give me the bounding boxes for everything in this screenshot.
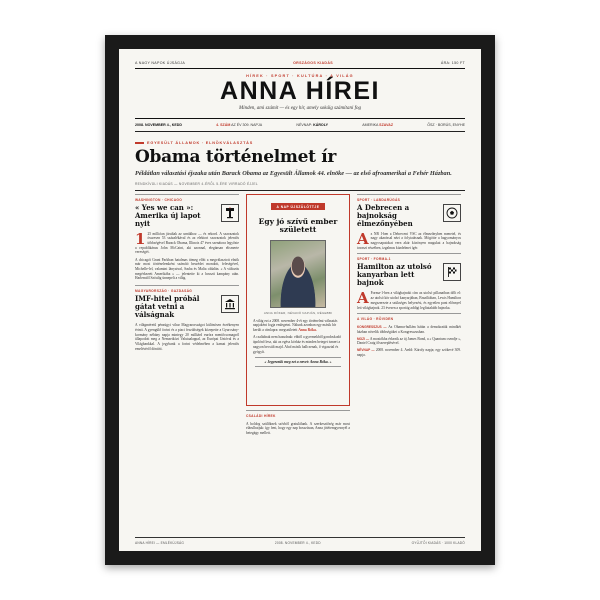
checkered-flag-icon [443,263,461,281]
story-head [357,204,461,228]
dropcap: 1 [135,229,146,248]
feature-title: Egy jó szívű ember született [258,216,338,235]
kicker-bar [135,142,144,143]
story-label: MAGYARORSZÁG · GAZDASÁG [135,285,239,293]
bank-icon [221,295,239,313]
main-kicker: EGYESÜLT ÁLLAMOK · ELNÖKVÁLASZTÁS [135,141,465,145]
story-head [135,295,239,319]
main-lede: Példátlan választási éjszaka után Barack Obama az Egyesült Államok 44. elnöke — az első afroamerikai a Fehér Házban. [135,170,452,177]
family-label: CSALÁDI HÍREK [246,410,350,418]
lectern-icon [221,204,239,222]
footer-center: 2008. NOVEMBER 4., KEDD [274,541,321,545]
column-center [246,194,350,436]
newspaper-page [119,49,481,551]
story-title: « Yes we can »: Amerika új lapot nyit [135,202,201,228]
price-label: ÁRA: 150 FT [440,61,465,65]
main-byline: RENDKÍVÜLI KIADÁS — NOVEMBER 4-ÉRŐL 5-ÉRE VIRRADÓ ÉJJEL [135,181,259,186]
story-body: 1 25 millióan járultak az urnákhoz — és rekord. A szavazatok összesen 53 százalékával és az elektori szavazatok jelentős többségével Barack Obama, Illinois 47 éves szenátora legyőzte a republikánus John McCaint, aki azonnal, elegánsan elismerte vereségét. A chicagói Grant Parkban hatalmas tömeg előtt a megválasztott elnök már most történelemként számító beszédet mondott, feleségével, Michelle-lel, valamint lányaival, Sasha és Malia oldalán. « A változás megérkezett Amerikába » — jelentette ki a hosszú kampány után. Harlemtől Szöulig ünnepelt a világ. [135,229,239,281]
main-rule [135,190,465,191]
briefs-label: A VILÁG · RÖVIDEN [357,313,461,321]
info-rule-bottom [135,131,465,132]
feature-body: A világ ezt a 2008. november 4-ét egy történelmi választás napjaként fogja emlegetni. Nálunk azonban egy másik hír került a címlapra: megszületett Anna Róka. A családnak nem hazudnak: ebből a gyermekből gondoskodó ápolónő lesz, aki az egész kórház és minden beteget ismert a nagyon becsült majd. Ahol másik hallcsenak, ő vigasztal és gyógyít. [253,318,342,354]
info-rule-top [135,118,465,119]
nameday: NÉVNAP: KÁROLY [296,123,328,127]
top-left-text: A NAGY NAPOK ÚJSÁGJA [135,61,186,65]
portrait-photo [270,240,326,308]
briefs-list [357,325,461,357]
brief-item: MOZI — A moziókba érkezik az új James Bond, a « Quantum csendje », Daniel Craig főszereplésével. [357,336,462,346]
issue-date: 2008. NOVEMBER 4., KEDD [135,123,182,127]
masthead-title: ANNA HÍREI [220,77,380,105]
photo-caption: ANNA RÓKER, NÉVADÓ NAPJÁN, RÉGEBBI [263,310,333,315]
masthead-tagline: Minden, ami számít — és egy hír, amely sokáig számítani fog [239,106,361,111]
season: ŐSZ · BORÚS, ENYHE [427,123,465,127]
family-text: A boldog szülőknek szívből gratulálunk. A szerkesztőség már most elárulhatjuk: így fent, hogy egy nap bosszúsan, Anna jótétemgyesnyél a betegágy mellett. [246,421,350,435]
story-label: SPORT · FORMA-1 [357,253,461,261]
brief-item: NÉVNAP — 2008. november 4. Aedd: Károly napja; egy szökevé 309. napja. [357,348,461,357]
column-right [357,194,461,436]
dropcap: A [357,289,369,308]
story-body: A világméretű pénzügyi vihar Magyarországot különösen érzékenyen érinti. A gyengülő forint és a piaci feszültségek közepette a Gyurcsány-kormány néhány napja mintegy 20 milliárd euróra mentőcsomagról állapodott meg a Nemzetközi Valutaalappal, az Európai Unióval és a Világbankkal. A jegybank a forint védelmében a kamat jelentős emeléséről döntött. [135,323,239,351]
soccer-ball-icon [443,204,461,222]
story-body: Az NB I-ben a Debreceni VSC az élmezőnyben menetel, és nagy akarással nézi a folytatásnak. Mögötte a hagyományos nagycsapatokat vern akár közönyen magukat a bajnokság tavaszi részében, izgalmas küzdelmet ígér. [357,229,461,250]
dropcap: A [357,229,369,248]
article-columns [135,194,465,436]
footer-left: ANNA HÍREI — EMLÉKÚJSÁG [135,541,185,545]
column-left [135,194,239,436]
issue-number: 4. SZÁM AZ ÉV 309. NAPJA [216,123,263,127]
brief-item: KONGRESSZUS — Az Obama-hullám hátán a demokraták mindkét házban növelik többségüket a Kongresszusban. [357,325,461,334]
story-title: A Debrecen a bajnokság élmezőnyében [357,202,413,228]
story-label: SPORT · LABDARÚGÁS [357,194,461,202]
main-headline: Obama történelmet ír [135,147,337,167]
feature-quote: « Jegyezzük meg ezt a nevet: Anna Róka. » [255,357,341,367]
story-title: Hamilton az utolsó kanyarban lett bajnok [357,262,432,288]
feature-box [246,194,350,406]
page-footer [135,537,465,545]
top-rule [135,68,465,69]
story-label: WASHINGTON · CHICAGO [135,194,239,202]
info-bar [135,122,465,128]
story-title: IMF-hitel próbál gátat vetni a válságnak [135,294,200,320]
story-body: A Forma-1-ben a világbajnoki cím az utolsó pillanatban dőlt el: az utolsó kör utolsó kanyarjában, Brazíliában, Lewis Hamilton megszerezte a szükséges helyezést, és egyetlen pont előnnyel lett világbajnok. 23 évesen a sportág addigi legfiatalabb bajnoka. [357,289,461,310]
section-list: HÍREK · SPORT · KULTÚRA · A VILÁG [246,74,354,78]
feature-tag: A NAP ÚJSZÜLÖTTJE [271,203,326,210]
story-head [135,204,239,228]
weather: AMERIKA SZAVAZ [362,123,394,127]
edition-label: ORSZÁGOS KIADÁS [293,61,333,65]
top-strip [135,61,465,65]
story-head [357,263,461,287]
footer-right: GYŰJTŐI KIADÁS · 1000 KLADÓ [411,541,465,545]
picture-frame [105,35,495,565]
